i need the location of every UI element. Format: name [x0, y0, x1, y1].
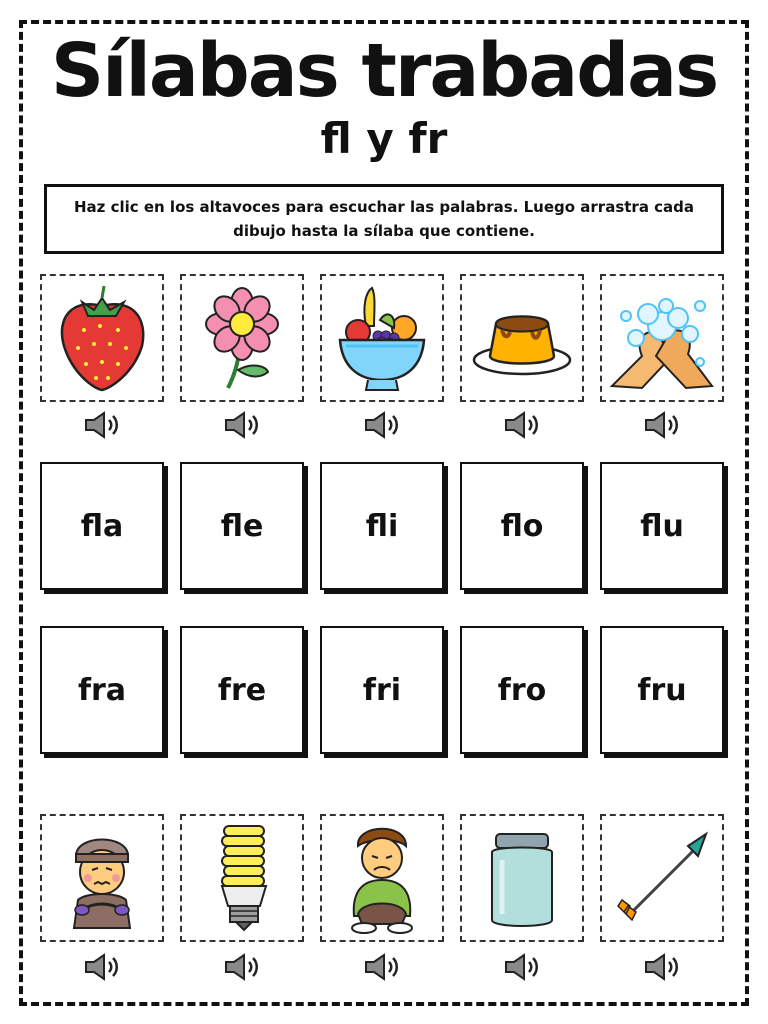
speaker-icon — [642, 952, 682, 982]
speaker-button[interactable] — [82, 410, 122, 440]
page-title: Sílabas trabadas — [50, 28, 718, 114]
drop-box-fle[interactable]: fle — [180, 462, 304, 590]
strawberry-icon — [42, 276, 162, 400]
draggable-picture-card[interactable] — [40, 274, 164, 402]
speaker-icon — [222, 410, 262, 440]
drop-box-fra[interactable]: fra — [40, 626, 164, 754]
soap-foam-hands-icon — [602, 276, 722, 400]
draggable-picture-card[interactable] — [40, 814, 164, 942]
speaker-button[interactable] — [222, 410, 262, 440]
speaker-icon — [362, 410, 402, 440]
speaker-icon — [642, 410, 682, 440]
flan-icon — [462, 276, 582, 400]
draggable-picture-card[interactable] — [180, 274, 304, 402]
draggable-picture-card[interactable] — [180, 814, 304, 942]
speaker-button[interactable] — [502, 952, 542, 982]
draggable-picture-card[interactable] — [600, 274, 724, 402]
speaker-button[interactable] — [642, 952, 682, 982]
drop-box-fro[interactable]: fro — [460, 626, 584, 754]
speaker-button[interactable] — [362, 952, 402, 982]
drop-box-fre[interactable]: fre — [180, 626, 304, 754]
cold-person-icon — [42, 816, 162, 940]
speaker-icon — [362, 952, 402, 982]
drop-box-fli[interactable]: fli — [320, 462, 444, 590]
sad-boy-icon — [322, 816, 442, 940]
draggable-picture-card[interactable] — [460, 814, 584, 942]
instructions-box: Haz clic en los altavoces para escuchar las palabras. Luego arrastra cada dibujo hasta la sílaba que contiene. — [44, 184, 724, 254]
speaker-button[interactable] — [222, 952, 262, 982]
flower-icon — [182, 276, 302, 400]
page-subtitle: fl y fr — [320, 114, 448, 163]
drop-box-fru[interactable]: fru — [600, 626, 724, 754]
drop-box-fla[interactable]: fla — [40, 462, 164, 590]
fruit-bowl-icon — [322, 276, 442, 400]
speaker-button[interactable] — [502, 410, 542, 440]
speaker-icon — [82, 952, 122, 982]
drop-box-flu[interactable]: flu — [600, 462, 724, 590]
speaker-button[interactable] — [82, 952, 122, 982]
arrow-icon — [602, 816, 722, 940]
speaker-icon — [502, 952, 542, 982]
drop-box-fri[interactable]: fri — [320, 626, 444, 754]
speaker-icon — [82, 410, 122, 440]
jar-icon — [462, 816, 582, 940]
draggable-picture-card[interactable] — [600, 814, 724, 942]
draggable-picture-card[interactable] — [460, 274, 584, 402]
draggable-picture-card[interactable] — [320, 274, 444, 402]
draggable-picture-card[interactable] — [320, 814, 444, 942]
speaker-button[interactable] — [642, 410, 682, 440]
speaker-icon — [502, 410, 542, 440]
speaker-button[interactable] — [362, 410, 402, 440]
speaker-icon — [222, 952, 262, 982]
light-bulb-icon — [182, 816, 302, 940]
drop-box-flo[interactable]: flo — [460, 462, 584, 590]
